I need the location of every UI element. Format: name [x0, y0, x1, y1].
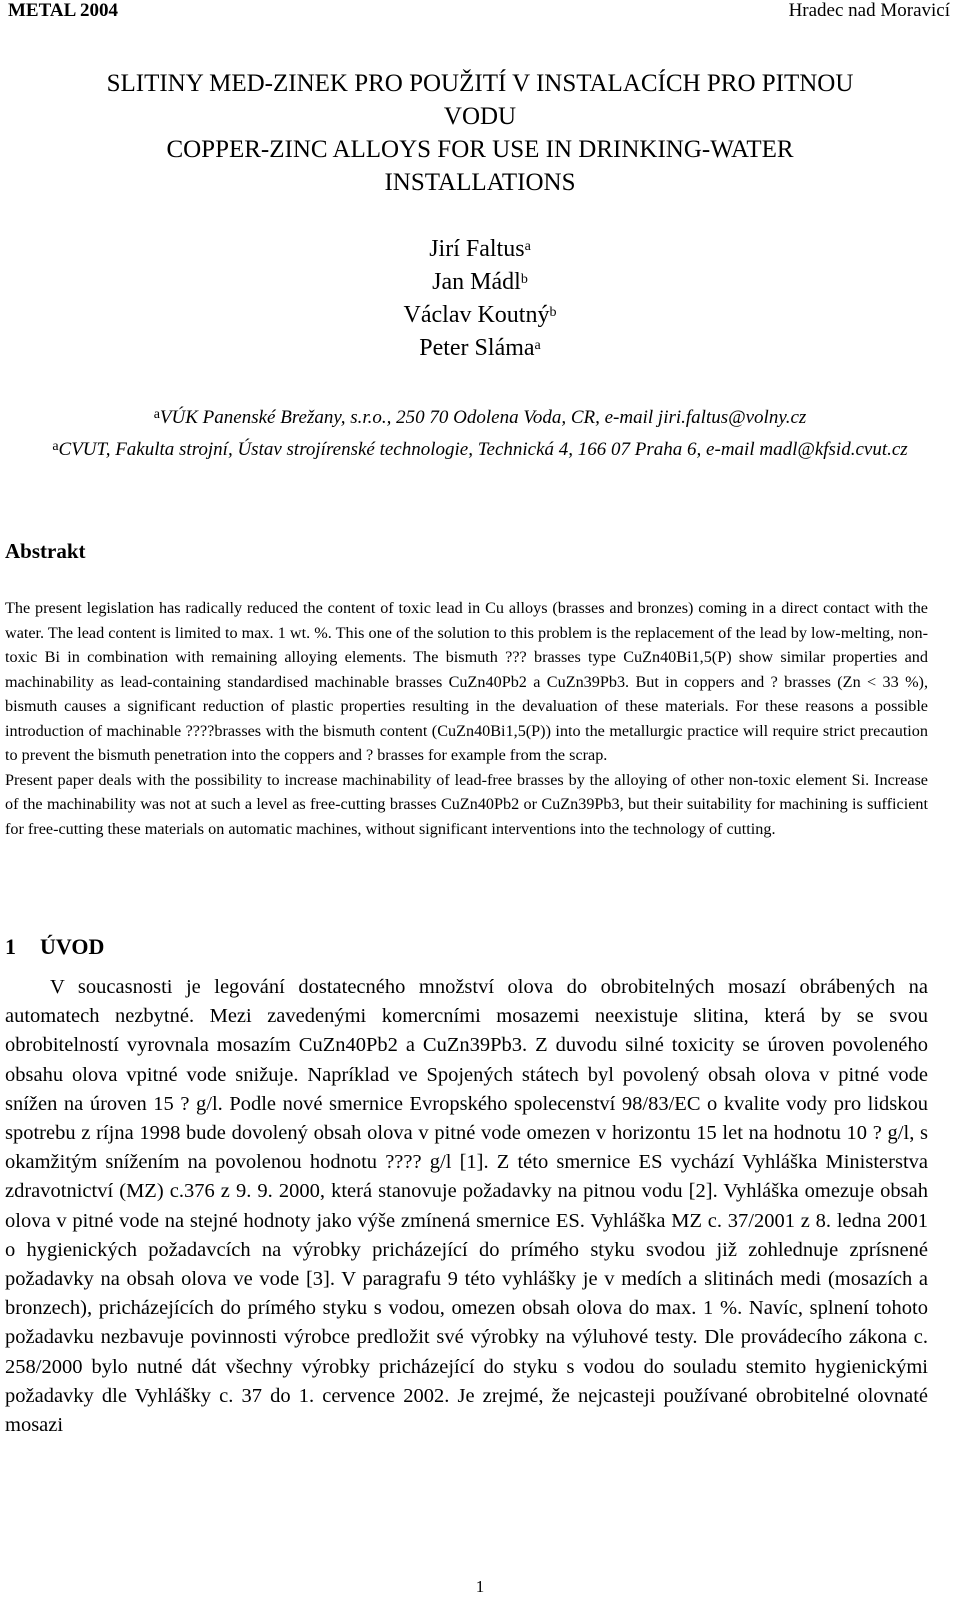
page-number: 1: [475, 1577, 485, 1596]
abstract-paragraph: Present paper deals with the possibility to increase machinability of lead-free brasses by the alloying of other non-toxic element Si. Increase of the machinability was not at such a level as free-cutting brasses CuZn40Pb2 or CuZn39Pb3, but their suitability for machining is sufficient for free-cutting these materials on automatic machines, without significant interventions into the technology of cutting.: [5, 770, 928, 838]
author-affiliation-mark: b: [520, 272, 528, 287]
affiliation-a: [20, 402, 940, 434]
author: [0, 233, 960, 266]
title-line-4: INSTALLATIONS: [384, 169, 576, 196]
abstract-paragraph: The present legislation has radically reduced the content of toxic lead in Cu alloys (brasses and bronzes) coming in a direct contact with the water. The lead content is limited to max. 1 wt. %. This one of the solution to this problem is the replacement of the lead by low-melting, non-toxic Bi in combination with remaining alloying elements. The bismuth ??? brasses type CuZn40Bi1,5(P) show similar properties and machinability as lead-containing standardised machinable brasses CuZn40Pb2 a CuZn39Pb3. But in coppers and ? brasses (Zn < 33 %), bismuth causes a significant reduction of plastic properties resulting in the devaluation of these materials. For these reasons a possible introduction of machinable ????brasses with the bismuth content (CuZn40Bi1,5(P)) into the metallurgic practice will require strict precaution to prevent the bismuth penetration into the coppers and ? brasses for example from the scrap.: [5, 599, 928, 764]
abstract-body: [5, 596, 928, 841]
abstract-heading: Abstrakt: [5, 539, 86, 563]
conference-location: Hradec nad Moravicí: [788, 0, 950, 21]
affiliation-mark: a: [52, 439, 59, 454]
title-line-1: SLITINY MED-ZINEK PRO POUŽITÍ V INSTALACÍCH PRO PITNOU: [106, 70, 854, 97]
affiliations: [20, 402, 940, 466]
title-line-2: VODU: [443, 103, 517, 130]
author-name: Jan Mádl: [432, 269, 521, 295]
section-number: 1: [5, 934, 16, 959]
paper-title: [20, 67, 940, 199]
section-heading: [5, 934, 104, 960]
author-affiliation-mark: a: [524, 239, 531, 254]
affiliation-text: CVUT, Fakulta strojní, Ústav strojírenské technologie, Technická 4, 166 07 Praha 6, e-mail madl@kfsid.cvut.cz: [58, 439, 908, 460]
affiliation-mark: a: [153, 407, 160, 422]
author-name: Peter Sláma: [419, 335, 535, 361]
author-affiliation-mark: b: [549, 305, 557, 320]
author: [0, 299, 960, 332]
author: [0, 332, 960, 365]
author-affiliation-mark: a: [534, 338, 541, 353]
author-name: Václav Koutný: [403, 302, 550, 328]
author-list: [0, 233, 960, 365]
title-line-3: COPPER-ZINC ALLOYS FOR USE IN DRINKING-WATER: [166, 136, 794, 163]
section-body-text: V soucasnosti je legování dostatecného množství olova do obrobitelných mosazí obrábených na automatech nezbytné. Mezi zavedenými komercními mosazemi neexistuje slitina, která by se svou obrobitelností vyrovnala mosazím CuZn40Pb2 a CuZn39Pb3. Z duvodu silné toxicity se úroven povoleného obsahu olova vpitné vode snižuje. Napríklad ve Spojených státech byl povolený obsah olova v pitné vode snížen na úroven 15 ? g/l. Podle nové smernice Evropského spolecenství 98/83/EC o kvalite vody pro lidskou spotrebu z ríjna 1998 bude dovolený obsah olova v pitné vode omezen v horizontu 15 let na hodnotu 10 ? g/l, s okamžitým snížením na povolenou hodnotu ???? g/l [1]. Z této smernice ES vychází Vyhláška Ministerstva zdravotnictví (MZ) c.376 z 9. 9. 2000, která stanovuje požadavky na pitnou vodu [2]. Vyhláška omezuje obsah olova v pitné vode na stejné hodnoty jako výše zmínená smernice ES. Vyhláška MZ c. 37/2001 z 8. ledna 2001 o hygienických požadavcích na výrobky pricházející do prímého styku svodou již zohlednuje zprísnené požadavky na obsah olova ve vode [3]. V paragrafu 9 této vyhlášky je v medích a slitinách medi (mosazích a bronzech), pricházejících do prímého styku s vodou, omezen obsah olova do max. 1 %. Navíc, splnení tohoto požadavku nezbavuje povinnosti výrobce predložit své výrobky na výluhové testy. Dle provádecího zákona c. 258/2000 bylo nutné dát všechny výrobky pricházející do styku s vodou do souladu stemito hygienickými požadavky dle Vyhlášky c. 37 do 1. cervence 2002. Je zrejmé, že nejcasteji používané obrobitelné olovnaté mosazi: [5, 976, 928, 1437]
conference-name: METAL 2004: [8, 0, 118, 21]
author: [0, 266, 960, 299]
author-name: Jirí Faltus: [429, 236, 525, 262]
affiliation-text: VÚK Panenské Brežany, s.r.o., 250 70 Odolena Voda, CR, e-mail jiri.faltus@volny.cz: [159, 407, 807, 428]
affiliation-b: [20, 434, 940, 466]
section-title: ÚVOD: [40, 934, 105, 959]
